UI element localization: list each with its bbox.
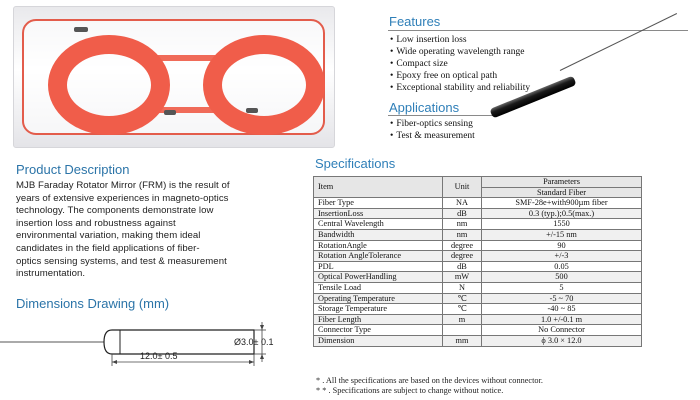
- table-row: [314, 314, 642, 325]
- fiber-coil-left: [48, 35, 170, 135]
- spec-value: SMF-28e+with900µm fiber: [482, 198, 642, 209]
- spec-item: Tensile Load: [314, 282, 443, 293]
- photo-tube-1: [74, 27, 88, 32]
- photo-tube-2: [164, 110, 176, 115]
- applications-item: • Fiber-optics sensing: [390, 118, 475, 130]
- header-standard-fiber: Standard Fiber: [482, 187, 642, 198]
- description-line: optics sensing systems, and test & measurement: [16, 255, 227, 267]
- table-row: [314, 304, 642, 315]
- description-line: candidates in the field applications of fiber-: [16, 242, 200, 254]
- note-line: * . All the specifications are based on the devices without connector.: [316, 376, 543, 385]
- applications-divider: [388, 115, 498, 116]
- spec-value: ϕ 3.0 × 12.0: [482, 335, 642, 346]
- header-parameters: Parameters: [482, 177, 642, 188]
- header-unit: Unit: [443, 177, 482, 198]
- features-item: • Exceptional stability and reliability: [390, 82, 530, 94]
- specifications-title: Specifications: [315, 156, 396, 171]
- features-item: • Compact size: [390, 58, 530, 70]
- spec-item: Connector Type: [314, 325, 443, 336]
- spec-item: InsertionLoss: [314, 208, 443, 219]
- spec-item: Operating Temperature: [314, 293, 443, 304]
- features-item: • Wide operating wavelength range: [390, 46, 530, 58]
- table-row: [314, 272, 642, 283]
- features-item: • Epoxy free on optical path: [390, 70, 530, 82]
- table-row: [314, 219, 642, 230]
- description-line: MJB Faraday Rotator Mirror (FRM) is the result of: [16, 180, 230, 191]
- spec-value: No Connector: [482, 325, 642, 336]
- description-line: technology. The components demonstrate low: [16, 205, 214, 217]
- table-row: [314, 198, 642, 209]
- spec-value: 5: [482, 282, 642, 293]
- spec-unit: ℃: [443, 304, 482, 315]
- spec-unit: N: [443, 282, 482, 293]
- spec-unit: m: [443, 314, 482, 325]
- spec-unit: degree: [443, 251, 482, 262]
- spec-value: +/-3: [482, 251, 642, 262]
- description-line: instrumentation.: [16, 268, 86, 280]
- description-line: environmental variation, making them ideal: [16, 230, 201, 242]
- applications-list: [390, 118, 475, 142]
- spec-value: +/-15 nm: [482, 229, 642, 240]
- table-row: [314, 293, 642, 304]
- spec-item: RotationAngle: [314, 240, 443, 251]
- fiber-coil-right: [203, 35, 325, 135]
- features-title: Features: [389, 14, 441, 29]
- spec-unit: nm: [443, 229, 482, 240]
- spec-value: 90: [482, 240, 642, 251]
- spec-item: PDL: [314, 261, 443, 272]
- table-row: [314, 240, 642, 251]
- product-photo: [13, 6, 335, 148]
- spec-item: Rotation AngleTolerance: [314, 251, 443, 262]
- table-row: [314, 261, 642, 272]
- spec-item: Bandwidth: [314, 229, 443, 240]
- header-item: Item: [314, 177, 443, 198]
- product-description-text: [16, 180, 296, 281]
- dimensions-title: Dimensions Drawing (mm): [16, 296, 170, 311]
- specifications-table: [313, 176, 642, 347]
- product-description-title: Product Description: [16, 162, 130, 177]
- spec-item: Dimension: [314, 335, 443, 346]
- spec-unit: ℃: [443, 293, 482, 304]
- table-row: [314, 229, 642, 240]
- table-row: [314, 282, 642, 293]
- spec-value: 0.3 (typ.);0.5(max.): [482, 208, 642, 219]
- table-row: [314, 335, 642, 346]
- dwg-device-body: [104, 330, 254, 354]
- spec-item: Fiber Type: [314, 198, 443, 209]
- table-row: [314, 208, 642, 219]
- dimensions-drawing: [0, 312, 310, 372]
- dwg-diameter-label: Ø3.0± 0.1: [234, 337, 274, 347]
- features-list: [390, 34, 530, 94]
- spec-value: 500: [482, 272, 642, 283]
- spec-unit: nm: [443, 219, 482, 230]
- spec-item: Central Wavelength: [314, 219, 443, 230]
- features-item: • Low insertion loss: [390, 34, 530, 46]
- applications-title: Applications: [389, 100, 460, 115]
- note-line: * * . Specifications are subject to change without notice.: [316, 385, 504, 395]
- specifications-notes: [316, 376, 543, 395]
- dwg-length-label: 12.0± 0.5: [140, 351, 178, 361]
- spec-value: 1.0 +/-0.1 m: [482, 314, 642, 325]
- spec-value: -40 ~ 85: [482, 304, 642, 315]
- table-row: [314, 251, 642, 262]
- table-header-row: [314, 177, 642, 188]
- photo-tube-3: [246, 108, 258, 113]
- spec-unit: degree: [443, 240, 482, 251]
- spec-unit: mW: [443, 272, 482, 283]
- spec-value: 1550: [482, 219, 642, 230]
- spec-item: Storage Temperature: [314, 304, 443, 315]
- spec-unit: mm: [443, 335, 482, 346]
- spec-value: 0.05: [482, 261, 642, 272]
- description-line: years of extensive experiences in magneto-optics: [16, 192, 229, 204]
- spec-item: Fiber Length: [314, 314, 443, 325]
- applications-item: • Test & measurement: [390, 130, 475, 142]
- spec-item: Optical PowerHandling: [314, 272, 443, 283]
- spec-unit: [443, 325, 482, 336]
- spec-unit: NA: [443, 198, 482, 209]
- table-row: [314, 325, 642, 336]
- fiber-lead: [560, 13, 677, 71]
- spec-value: -5 ~ 70: [482, 293, 642, 304]
- spec-unit: dB: [443, 261, 482, 272]
- description-line: insertion loss and robustness against: [16, 217, 176, 229]
- spec-unit: dB: [443, 208, 482, 219]
